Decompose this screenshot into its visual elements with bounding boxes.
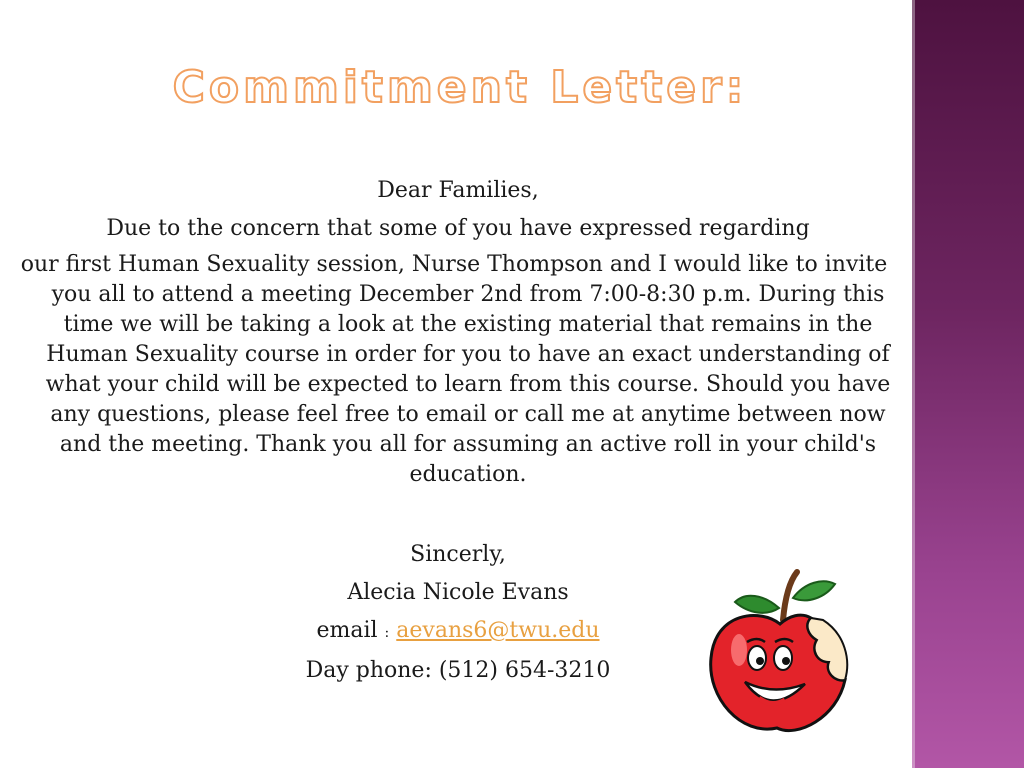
letter-signature: Alecia Nicole Evans [347, 580, 569, 605]
letter-intro-line: Due to the concern that some of you have expressed regarding [106, 216, 810, 241]
slide-title: Commitment Letter: [172, 62, 748, 113]
email-separator: : [384, 625, 390, 641]
smiling-apple-icon [705, 568, 855, 738]
email-label: email [316, 618, 378, 643]
letter-paragraph: our first Human Sexuality session, Nurse Thompson and I would like to invite you all to attend a meeting December 2nd from 7:00-8:30 p.m. During this time we will be taking a look at the existing material that remains in the Human Sexuality course in order for you to have an exact understanding of what your child will be expected to learn from this course. Should you have any questions, please feel free to email or call me at anytime between now and the meeting. Thank you all for assuming an active roll in your child's education. [20, 252, 891, 487]
phone-line: Day phone: (512) 654-3210 [305, 658, 611, 683]
letter-greeting: Dear Families, [377, 178, 539, 203]
letter-closing: Sincerly, [410, 542, 506, 567]
email-link[interactable]: aevans6@twu.edu [396, 618, 600, 643]
side-decorative-band [912, 0, 1024, 768]
